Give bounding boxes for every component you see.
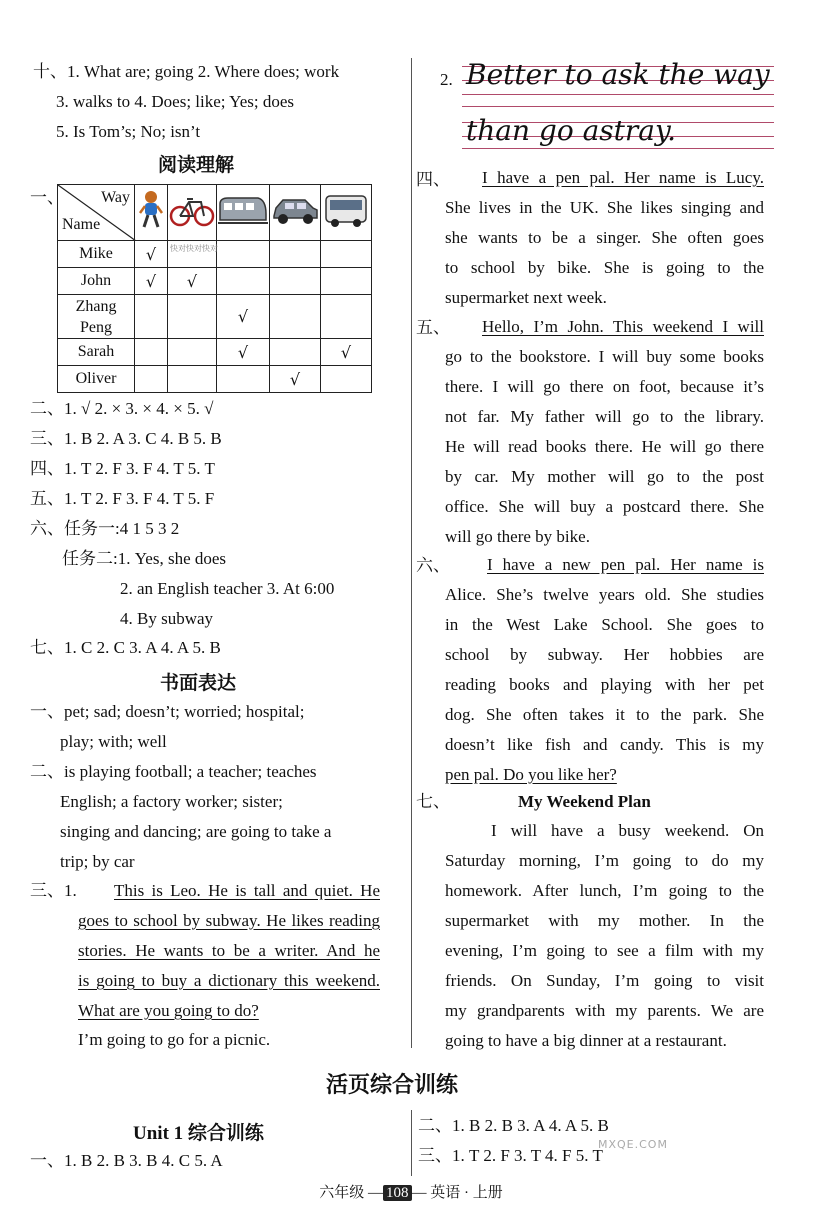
page-footer: [0, 1181, 822, 1202]
mark-cell: [270, 339, 321, 366]
row-name: Zhang Peng: [58, 295, 135, 339]
table-row: [58, 268, 372, 295]
paragraph-line: by car. My mother will go to the post: [445, 467, 764, 486]
paragraph-line: friends. On Sunday, I’m going to visit: [445, 971, 764, 990]
mark-cell: [168, 339, 217, 366]
row-name: Sarah: [58, 339, 135, 366]
mark-cell: [270, 241, 321, 268]
unit-q2: 二、1. B 2. B 3. A 4. A 5. B: [418, 1116, 609, 1135]
bus-icon: [321, 185, 372, 241]
ruled-line: [462, 148, 774, 149]
table-row: [58, 295, 372, 339]
paragraph-line: office. She will buy a postcard there. She: [445, 497, 764, 516]
writing-q5-paragraph: [445, 312, 764, 552]
writing-q2-line1: 二、is playing football; a teacher; teaches: [30, 762, 317, 781]
reading-q5: 五、1. T 2. F 3. F 4. T 5. F: [30, 489, 215, 508]
unit-title: Unit 1 综合训练: [133, 1123, 264, 1144]
mark-cell: √: [168, 268, 217, 295]
mark-cell: [321, 366, 372, 393]
writing-section-title: 书面表达: [160, 672, 237, 694]
writing-q2-line3: singing and dancing; are going to take a: [60, 822, 332, 841]
paragraph-line: is going to buy a dictionary this weekend.: [78, 971, 380, 990]
mark-cell: [321, 295, 372, 339]
mark-cell: [135, 339, 168, 366]
car-icon: [270, 185, 321, 241]
paragraph-line: pen pal. Do you like her?: [445, 765, 617, 784]
paragraph-line: in the West Lake School. She goes to: [445, 615, 764, 634]
mark-cell: [217, 366, 270, 393]
q10-line3: 5. Is Tom’s; No; isn’t: [56, 122, 201, 141]
paragraph-line: supermarket with my mother. In the: [445, 911, 764, 930]
paragraph-line: not far. My father will go to the library.: [445, 407, 764, 426]
corner-way-label: Way: [101, 189, 130, 206]
row-name: John: [58, 268, 135, 295]
row-name: Oliver: [58, 366, 135, 393]
paragraph-line: school by subway. Her hobbies are: [445, 645, 764, 664]
writing-q4-paragraph: [445, 163, 764, 313]
paragraph-line: This is Leo. He is tall and quiet. He: [114, 881, 380, 900]
corner-name-label: Name: [62, 216, 101, 233]
paragraph-line: dog. She often takes it to the park. She: [445, 705, 764, 724]
reading-q6-line2: 2. an English teacher 3. At 6:00: [120, 579, 335, 598]
paragraph-line: I will have a busy weekend. On: [491, 821, 764, 840]
ruled-line: [462, 106, 774, 107]
reading-section-title: 阅读理解: [158, 154, 235, 176]
paragraph-line: Hello, I’m John. This weekend I will: [482, 317, 764, 336]
mark-cell: [217, 268, 270, 295]
mark-cell: [270, 268, 321, 295]
mark-cell: [135, 366, 168, 393]
reading-q7: 七、1. C 2. C 3. A 4. A 5. B: [30, 638, 221, 657]
mark-cell: √: [270, 366, 321, 393]
writing-q5-label: 五、: [416, 318, 450, 337]
paragraph-line: He will read books there. He will go there: [445, 437, 764, 456]
row-name: Mike: [58, 241, 135, 268]
mark-cell: √: [321, 339, 372, 366]
q10-line2: 3. walks to 4. Does; like; Yes; does: [56, 92, 294, 111]
mark-cell: √: [217, 339, 270, 366]
mark-cell: √: [217, 295, 270, 339]
page-number: 108: [383, 1185, 412, 1201]
reading-q6-task1: 六、任务一:4 1 5 3 2: [30, 519, 180, 538]
writing-q1-line1: 一、pet; sad; doesn’t; worried; hospital;: [30, 702, 305, 721]
reading-q6-line3: 4. By subway: [120, 609, 214, 628]
mark-cell: [321, 241, 372, 268]
paragraph-line: reading books and playing with her pet: [445, 675, 764, 694]
footer-grade: 六年级 —: [319, 1185, 383, 1201]
mark-cell: √: [135, 268, 168, 295]
paragraph-line: going to have a big dinner at a restaurant.: [445, 1031, 727, 1050]
writing-q1-line2: play; with; well: [60, 732, 167, 751]
table-row: [58, 366, 372, 393]
footer-subject: — 英语 · 上册: [411, 1185, 503, 1201]
paragraph-line: there. I will go there on foot, because it’s: [445, 377, 764, 396]
reading-q2: 二、1. √ 2. × 3. × 4. × 5. √: [30, 399, 214, 418]
handwriting-line-2: than go astray.: [466, 114, 676, 147]
unit-q3: 三、1. T 2. F 3. T 4. F 5. T: [418, 1146, 603, 1165]
reading-q6-task2: 任务二:1. Yes, she does: [62, 549, 227, 568]
table-row: [58, 339, 372, 366]
writing-q3-answer: I’m going to go for a picnic.: [78, 1030, 271, 1049]
mark-cell: √: [135, 241, 168, 268]
writing-q3-paragraph: [78, 876, 380, 1026]
handwriting-number: 2.: [440, 70, 453, 89]
table-row: [58, 241, 372, 268]
paragraph-line: doesn’t like fish and candy. This is my: [445, 735, 764, 754]
paragraph-line: homework. After lunch, I’m going to the: [445, 881, 764, 900]
walking-person-icon: [135, 185, 168, 241]
stamp-text: 快对快对快对: [170, 244, 218, 253]
essay-title: My Weekend Plan: [518, 792, 651, 811]
paragraph-line: evening, I’m going to see a film with my: [445, 941, 764, 960]
reading-q3: 三、1. B 2. A 3. C 4. B 5. B: [30, 429, 222, 448]
paragraph-line: I have a pen pal. Her name is Lucy.: [482, 168, 764, 187]
paragraph-line: I have a new pen pal. Her name is: [487, 555, 764, 574]
train-icon: [217, 185, 270, 241]
workbook-section-title: 活页综合训练: [326, 1073, 459, 1098]
writing-q4-label: 四、: [416, 170, 450, 189]
writing-q3-label: 三、1.: [30, 881, 77, 900]
mark-cell: [270, 295, 321, 339]
writing-q2-line4: trip; by car: [60, 852, 135, 871]
paragraph-line: supermarket next week.: [445, 288, 607, 307]
paragraph-line: will go there by bike.: [445, 527, 590, 546]
table-corner-cell: [58, 185, 135, 241]
paragraph-line: my grandparents with my parents. We are: [445, 1001, 764, 1020]
unit-q1: 一、1. B 2. B 3. B 4. C 5. A: [30, 1151, 223, 1170]
writing-q7-paragraph: [445, 816, 764, 1056]
mark-cell: [168, 295, 217, 339]
transport-table: [57, 184, 372, 393]
ruled-line: [462, 94, 774, 95]
writing-q7-label: 七、: [416, 792, 450, 811]
mark-cell: [168, 366, 217, 393]
bicycle-icon: [168, 185, 217, 241]
reading-q1-label: 一、: [30, 188, 64, 207]
mark-cell: [321, 268, 372, 295]
writing-q6-paragraph: [445, 550, 764, 790]
writing-q6-label: 六、: [416, 556, 450, 575]
paragraph-line: to school by bike. She is going to the: [445, 258, 764, 277]
column-divider: [411, 58, 412, 1048]
paragraph-line: She lives in the UK. She likes singing and: [445, 198, 764, 217]
watermark: MXQE.COM: [598, 1138, 668, 1151]
paragraph-line: stories. He wants to be a writer. And he: [78, 941, 380, 960]
reading-q4: 四、1. T 2. F 3. F 4. T 5. T: [30, 459, 215, 478]
mark-cell: [135, 295, 168, 339]
paragraph-line: she wants to be a singer. She often goes: [445, 228, 764, 247]
handwriting-line-1: Better to ask the way: [466, 58, 770, 91]
paragraph-line: What are you going to do?: [78, 1001, 259, 1020]
paragraph-line: go to the bookstore. I will buy some books: [445, 347, 764, 366]
paragraph-line: goes to school by subway. He likes reading: [78, 911, 380, 930]
paragraph-line: Alice. She’s twelve years old. She studies: [445, 585, 764, 604]
stamp-cell: [168, 241, 217, 268]
bottom-divider: [411, 1110, 412, 1176]
paragraph-line: Saturday morning, I’m going to do my: [445, 851, 764, 870]
writing-q2-line2: English; a factory worker; sister;: [60, 792, 283, 811]
q10-line1: 十、1. What are; going 2. Where does; work: [33, 62, 340, 81]
